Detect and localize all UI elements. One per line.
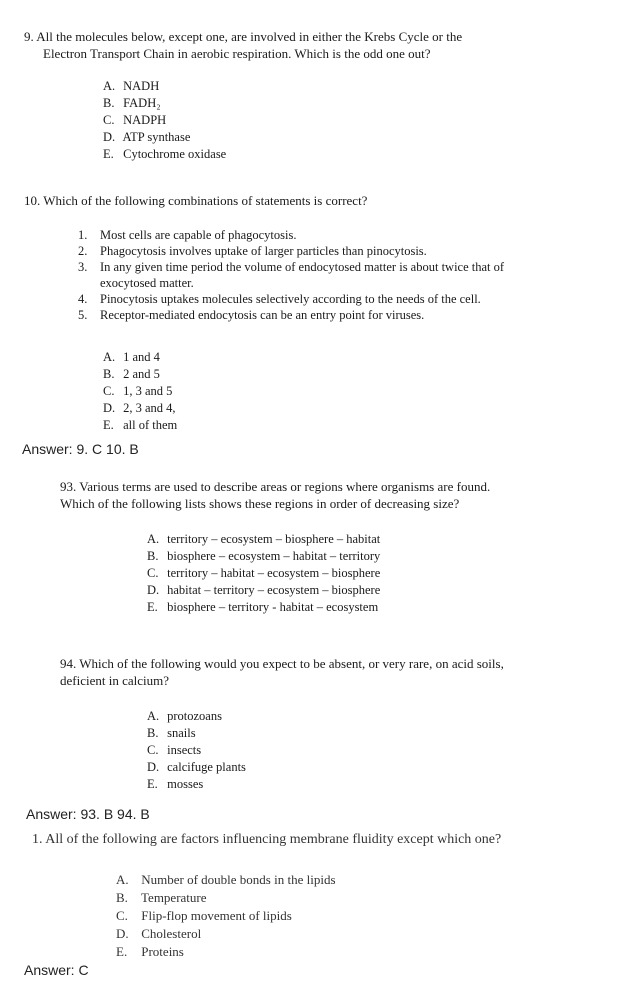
option-e: E. Proteins — [116, 944, 184, 959]
question-94-text-line2: deficient in calcium? — [60, 673, 170, 688]
statement-1: 1. Most cells are capable of phagocytosis. — [78, 228, 297, 242]
question-10-options — [103, 349, 177, 434]
question-9-text-line2: Electron Transport Chain in aerobic respiration. Which is the odd one out? — [43, 46, 431, 61]
question-9-options — [103, 78, 226, 163]
option-c: C. insects — [147, 743, 202, 757]
option-b: B. FADH₂ — [103, 96, 161, 110]
statement-4: 4. Pinocytosis uptakes molecules selectively according to the needs of the cell. — [78, 292, 481, 306]
question-93-text-line1: 93. Various terms are used to describe areas or regions where organisms are found. — [60, 479, 491, 494]
question-93-options — [147, 531, 380, 616]
option-a: A. protozoans — [147, 709, 222, 723]
question-94-options — [147, 708, 246, 793]
option-c: C. 1, 3 and 5 — [103, 384, 173, 398]
option-d: D. Cholesterol — [116, 926, 202, 941]
option-d: D. habitat – territory – ecosystem – biosphere — [147, 583, 381, 597]
option-d: D. calcifuge plants — [147, 760, 246, 774]
statement-3: 3. In any given time period the volume of endocytosed matter is about twice that of — [78, 260, 505, 274]
option-b: B. snails — [147, 726, 196, 740]
option-e: E. mosses — [147, 777, 204, 791]
option-b: B. biosphere – ecosystem – habitat – territory — [147, 549, 381, 563]
option-a: A. Number of double bonds in the lipids — [116, 872, 336, 887]
answer-key-1: Answer: C — [24, 962, 89, 978]
option-a: A. territory – ecosystem – biosphere – habitat — [147, 532, 381, 546]
option-e: E. biosphere – territory ‐ habitat – ecosystem — [147, 600, 379, 614]
question-9-text-line1: 9. All the molecules below, except one, are involved in either the Krebs Cycle or the — [24, 29, 463, 44]
option-b: B. 2 and 5 — [103, 367, 160, 381]
question-10-statements — [78, 227, 504, 323]
option-a: A. 1 and 4 — [103, 350, 160, 364]
option-a: A. NADH — [103, 79, 160, 93]
answer-key-93-94: Answer: 93. B 94. B — [26, 806, 150, 822]
question-1-options — [116, 871, 336, 961]
question-10-text: 10. Which of the following combinations of statements is correct? — [24, 193, 368, 208]
option-e: E. Cytochrome oxidase — [103, 147, 227, 161]
statement-5: 5. Receptor-mediated endocytosis can be an entry point for viruses. — [78, 308, 425, 322]
question-93-text-line2: Which of the following lists shows these regions in order of decreasing size? — [60, 496, 460, 511]
option-c: C. NADPH — [103, 113, 167, 127]
option-d: D. 2, 3 and 4, — [103, 401, 176, 415]
option-e: E. all of them — [103, 418, 178, 432]
statement-2: 2. Phagocytosis involves uptake of larger particles than pinocytosis. — [78, 244, 427, 258]
option-c: C. territory – habitat – ecosystem – biosphere — [147, 566, 381, 580]
statement-3-continued: exocytosed matter. — [100, 276, 194, 290]
option-b: B. Temperature — [116, 890, 207, 905]
question-1-text: 1. All of the following are factors influencing membrane fluidity except which one? — [32, 832, 502, 847]
question-94-text-line1: 94. Which of the following would you expect to be absent, or very rare, on acid soils, — [60, 656, 504, 671]
option-c: C. Flip-flop movement of lipids — [116, 908, 292, 923]
answer-key-9-10: Answer: 9. C 10. B — [22, 441, 139, 457]
option-d: D. ATP synthase — [103, 130, 191, 144]
